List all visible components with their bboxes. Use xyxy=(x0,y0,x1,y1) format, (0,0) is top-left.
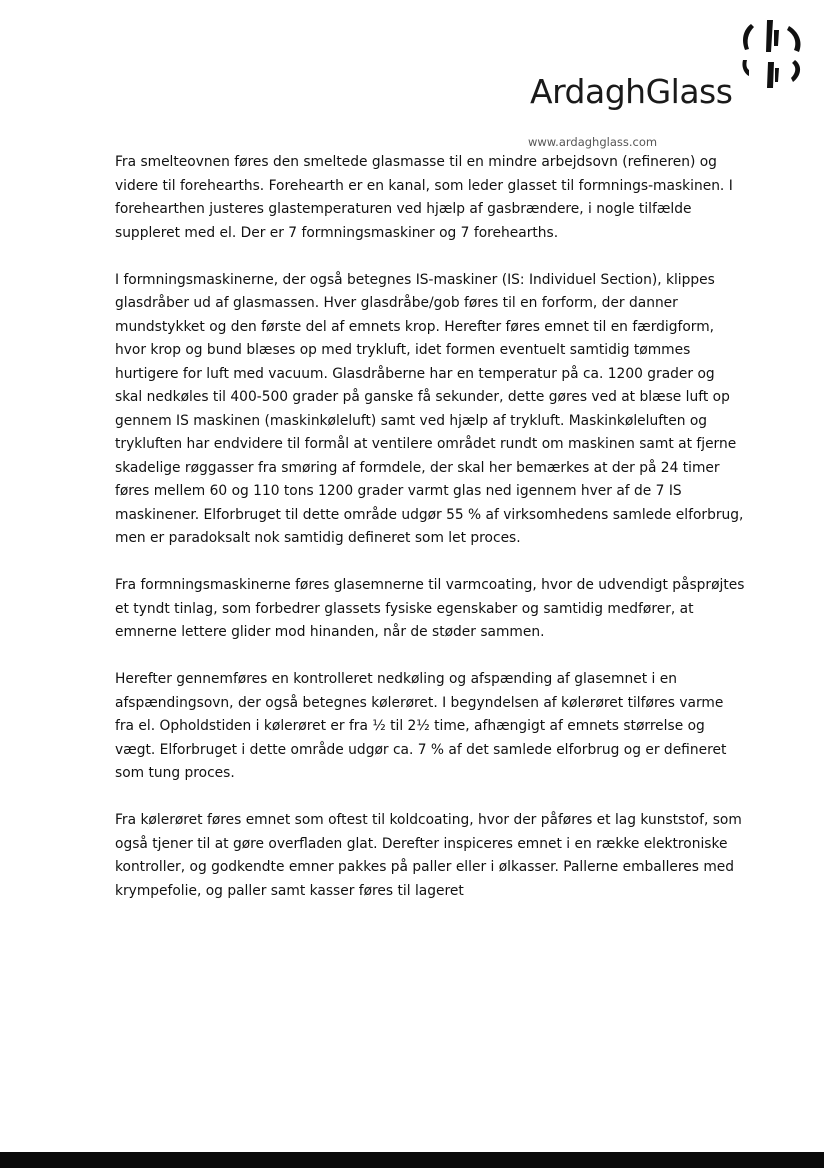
website-url: www.ardaghglass.com xyxy=(528,135,658,149)
brand-name: ArdaghGlass xyxy=(530,72,733,111)
paragraph-cold-coating: Fra kølerøret føres emnet som oftest til koldcoating, hvor der påføres et lag kunststof, som også tjener til at gøre overfladen glat. Derefter inspiceres emnet i en række elektroniske kontroller, og godkendte emner pakkes på paller eller i ølkasser. Pallerne emballeres med krympefolie, og paller samt kasser føres til lageret xyxy=(115,812,742,899)
paragraph-hot-coating: Fra formningsmaskinerne føres glasemnerne til varmcoating, hvor de udvendigt påsprøjtes et tyndt tinlag, som forbedrer glassets fysiske egenskaber og samtidig medfører, at emnerne lettere glider mod hinanden, når de støder sammen. xyxy=(115,577,745,640)
scan-edge-bar xyxy=(0,1152,824,1168)
paragraph-annealing: Herefter gennemføres en kontrolleret nedkøling og afspænding af glasemnet i en afspændingsovn, der også betegnes kølerøret. I begyndelsen af kølerøret tilføres varme fra el. Opholdstiden i kølerøret er fra ½ til 2½ time, afhængigt af emnets størrelse og vægt. Elforbruget i dette område udgør ca. 7 % af det samlede elforbrug og er defineret som tung proces. xyxy=(115,671,727,781)
document-body xyxy=(115,151,745,927)
paragraph-melting-furnace: Fra smelteovnen føres den smeltede glasmasse til en mindre arbejdsovn (refineren) og videre til forehearths. Forehearth er en kanal, som leder glasset til formnings-maskinen. I forehearthen justeres glastemperaturen ved hjælp af gasbrændere, i nogle tilfælde suppleret med el. Der er 7 formningsmaskiner og 7 forehearths. xyxy=(115,154,733,241)
paragraph-forming-machines: I formningsmaskinerne, der også betegnes IS-maskiner (IS: Individuel Section), klippes glasdråber ud af glasmassen. Hver glasdråbe/gob føres til en forform, der danner mundstykket og den første del af emnets krop. Herefter føres emnet til en færdigform, hvor krop og bund blæses op med trykluft, idet formen eventuelt samtidig tømmes hurtigere for luft med vacuum. Glasdråberne har en temperatur på ca. 1200 grader og skal nedkøles til 400-500 grader på ganske få sekunder, dette gøres ved at blæse luft op gennem IS maskinen (maskinkøleluft) samt ved hjælp af trykluft. Maskinkøleluften og trykluften har endvidere til formål at ventilere området rundt om maskinen samt at fjerne skadelige røggasser fra smøring af formdele, der skal her bemærkes at der på 24 timer føres mellem 60 og 110 tons 1200 grader varmt glas ned igennem hver af de 7 IS maskinener. Elforbruget til dette område udgør 55 % af virksomhedens samlede elforbrug, men er paradoksalt nok samtidig defineret som let proces. xyxy=(115,271,744,546)
ardagh-glass-logo-icon xyxy=(737,16,809,92)
